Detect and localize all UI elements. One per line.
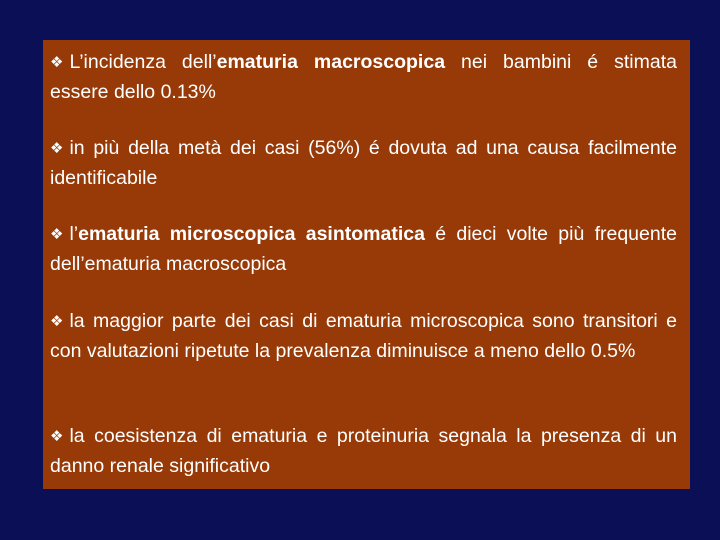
bullet-text: é dieci volte più frequente dell’ematuria macroscopica [50,223,677,275]
bullet-item-5 [50,422,677,481]
bullet-emphasis: ematuria microscopica asintomatica [78,223,425,245]
bullet-item-2 [50,134,677,193]
diamond-bullet-icon: ❖ [50,140,64,157]
bullet-item-3 [50,220,677,279]
diamond-bullet-icon: ❖ [50,428,64,445]
bullet-text: la maggior parte dei casi di ematuria microscopica sono transitori e con valutazioni ripetute la prevalenza diminuisce a meno dello 0.5% [50,310,677,362]
bullet-item-1 [50,48,677,107]
bullet-text: in più della metà dei casi (56%) é dovuta ad una causa facilmente identificabile [50,137,677,189]
diamond-bullet-icon: ❖ [50,54,64,71]
bullet-item-4 [50,307,677,366]
bullet-emphasis: ematuria macroscopica [216,51,446,73]
bullet-text: l’ [69,223,79,245]
bullet-text: la coesistenza di ematuria e proteinuria segnala la presenza di un danno renale significativo [50,425,677,477]
bullet-text: L’incidenza dell’ [69,51,217,73]
bullet-text: nei bambini é stimata essere dello 0.13% [50,51,677,103]
diamond-bullet-icon: ❖ [50,313,64,330]
diamond-bullet-icon: ❖ [50,226,64,243]
content-box [43,40,690,489]
